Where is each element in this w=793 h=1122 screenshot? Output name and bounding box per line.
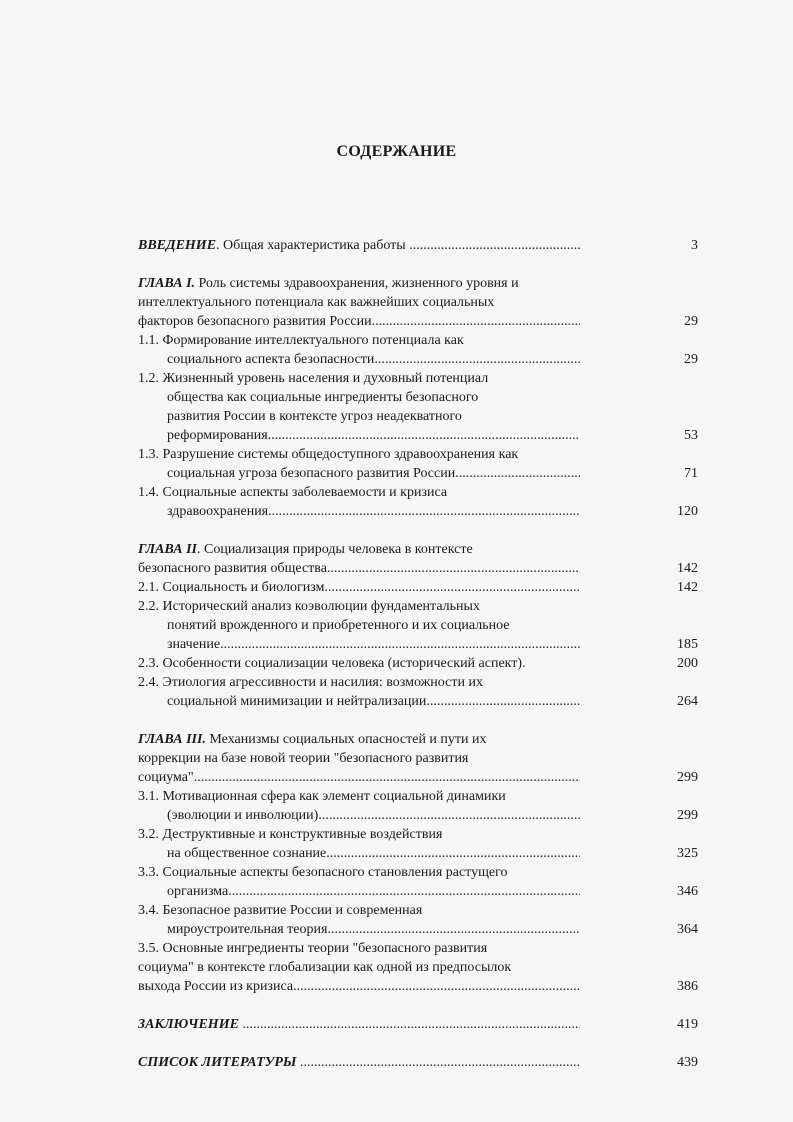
ch3-line1: Механизмы социальных опасностей и пути их: [205, 732, 487, 747]
ch2-s2-l1: 2.2. Исторический анализ коэволюции фундаментальных: [138, 599, 480, 614]
toc-entry-intro: [138, 236, 580, 255]
page-number-ch1-s2: 53: [684, 428, 698, 443]
intro-label: ВВЕДЕНИЕ: [138, 238, 217, 253]
ch1-s1-l2: [167, 350, 580, 369]
ch1-line3-text: факторов безопасного развития России: [138, 314, 372, 329]
ch3-s3-l1: 3.3. Социальные аспекты безопасного становления растущего: [138, 865, 508, 880]
conclusion-label: ЗАКЛЮЧЕНИЕ: [138, 1017, 239, 1032]
ch3-s3-l2-text: организма: [167, 884, 229, 899]
ch1-line1: Роль системы здравоохранения, жизненного уровня и: [195, 276, 519, 291]
ch3-s3-l2: [167, 882, 580, 901]
page-number-conclusion: 419: [677, 1017, 698, 1032]
ch2-s4-l2: [167, 692, 580, 711]
ch3-s4-l1: 3.4. Безопасное развитие России и современная: [138, 903, 423, 918]
ch3-s2-l2-text: на общественное сознание: [167, 846, 327, 861]
ch2-s1-l1: [138, 578, 580, 597]
ch1-s2-l4: [167, 426, 580, 445]
page-number-ch3-s3: 346: [677, 884, 698, 899]
intro-text: . Общая характеристика работы: [216, 238, 406, 253]
ch3-s2-l1: 3.2. Деструктивные и конструктивные воздействия: [138, 827, 443, 842]
ch2-s4-l1: 2.4. Этиология агрессивности и насилия: возможности их: [138, 675, 483, 690]
ch1-s3-l2-text: социальная угроза безопасного развития России: [167, 466, 456, 481]
ch3-s1-l2-text: (эволюции и инволюции): [167, 808, 319, 823]
toc-entry-ch3: [138, 730, 487, 749]
page-number-ch3-s1: 299: [677, 808, 698, 823]
ch1-label: ГЛАВА I.: [138, 276, 196, 291]
ch2-s4-l2-text: социальной минимизации и нейтрализации: [167, 694, 427, 709]
ch1-s2-l4-text: реформирования: [167, 428, 268, 443]
page-number-ch3-s4: 364: [677, 922, 698, 937]
page-number-ch1-s3: 71: [684, 466, 698, 481]
page-number-ch1: 29: [684, 314, 698, 329]
ch2-line2: [138, 559, 580, 578]
page-number-references: 439: [677, 1055, 698, 1070]
ch2-line2-text: безопасного развития общества: [138, 561, 327, 576]
page-number-ch3-s2: 325: [677, 846, 698, 861]
ch3-s4-l2-text: мироустроительная теория: [167, 922, 328, 937]
ch3-s5-l2: социума" в контексте глобализации как одной из предпосылок: [138, 960, 512, 975]
ch2-s2-l2: понятий врожденного и приобретенного и их социальное: [167, 618, 510, 633]
ch1-s4-l2: [167, 502, 580, 521]
ch2-s2-l3: [167, 635, 580, 654]
ch3-s2-l2: [167, 844, 580, 863]
ch3-label: ГЛАВА III.: [138, 732, 206, 747]
ch1-s4-l1: 1.4. Социальные аспекты заболеваемости и кризиса: [138, 485, 448, 500]
ch3-s1-l2: [167, 806, 580, 825]
ch1-s3-l1: 1.3. Разрушение системы общедоступного здравоохранения как: [138, 447, 519, 462]
page-number-ch2-s3: 200: [677, 656, 698, 671]
page-number-ch1-s4: 120: [677, 504, 698, 519]
page-number-intro: 3: [691, 238, 698, 253]
page-number-ch2-s2: 185: [677, 637, 698, 652]
ch3-s1-l1: 3.1. Мотивационная сфера как элемент социальной динамики: [138, 789, 506, 804]
ch2-line1: . Социализация природы человека в контексте: [196, 542, 473, 557]
page-number-ch2-s4: 264: [677, 694, 698, 709]
toc-entry-ch1: [138, 274, 519, 293]
ch1-line2: интеллектуального потенциала как важнейших социальных: [138, 295, 495, 310]
ch2-label: ГЛАВА II: [138, 542, 197, 557]
page-number-ch2: 142: [677, 561, 698, 576]
page-number-ch2-s1: 142: [677, 580, 698, 595]
ch3-s5-l3: [138, 977, 580, 996]
ch1-s2-l2: общества как социальные ингредиенты безопасного: [167, 390, 479, 405]
ch2-s3-l1: 2.3. Особенности социализации человека (исторический аспект).: [138, 656, 526, 671]
page-title: СОДЕРЖАНИЕ: [336, 143, 457, 160]
ch1-s3-l2: [167, 464, 580, 483]
ch3-line3-text: социума": [138, 770, 194, 785]
toc-entry-conclusion: [138, 1015, 580, 1034]
ch3-line2: коррекции на базе новой теории "безопасного развития: [138, 751, 469, 766]
ch3-line3: [138, 768, 580, 787]
ch3-s4-l2: [167, 920, 580, 939]
ch1-s4-l2-text: здравоохранения: [167, 504, 269, 519]
ch2-s1-l1-text: 2.1. Социальность и биологизм: [138, 580, 325, 595]
ch3-s5-l3-text: выхода России из кризиса: [138, 979, 294, 994]
page-number-ch1-s1: 29: [684, 352, 698, 367]
ch3-s5-l1: 3.5. Основные ингредиенты теории "безопасного развития: [138, 941, 488, 956]
references-label: СПИСОК ЛИТЕРАТУРЫ: [138, 1055, 297, 1070]
page-number-ch3-s5: 386: [677, 979, 698, 994]
page-number-ch3: 299: [677, 770, 698, 785]
toc-entry-ch2: [138, 540, 473, 559]
ch1-s2-l3: развития России в контексте угроз неадекватного: [167, 409, 462, 424]
toc-entry-references: [138, 1053, 580, 1072]
ch1-line3: [138, 312, 580, 331]
ch1-s2-l1: 1.2. Жизненный уровень населения и духовный потенциал: [138, 371, 489, 386]
ch2-s2-l3-text: значение: [167, 637, 221, 652]
ch1-s1-l1: 1.1. Формирование интеллектуального потенциала как: [138, 333, 464, 348]
ch1-s1-l2-text: социального аспекта безопасности: [167, 352, 375, 367]
